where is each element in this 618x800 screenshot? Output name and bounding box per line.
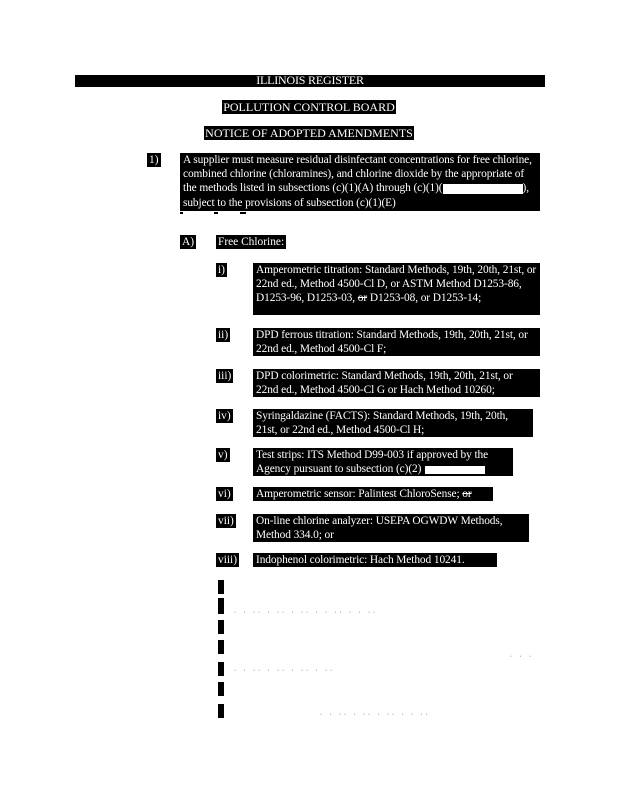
item-label: i) — [218, 264, 225, 276]
scan-artifact — [218, 662, 224, 676]
scan-noise: · · ·· · ·· · ·· · · ·· · · ·· — [234, 610, 378, 616]
subsection-title: Free Chlorine: — [218, 236, 285, 248]
item-label: viii) — [218, 554, 237, 566]
notice-title: NOTICE OF ADOPTED AMENDMENTS — [205, 126, 413, 140]
item-text: Indophenol colorimetric: Hach Method 10241. — [253, 553, 497, 567]
scan-noise: · · ·· · ·· · ·· · · ·· — [320, 712, 431, 718]
item-text: Amperometric sensor: Palintest ChloroSense; or — [253, 487, 493, 501]
scan-artifact — [218, 682, 224, 696]
item-text: On-line chlorine analyzer: USEPA OGWDW Methods, Method 334.0; or — [253, 514, 529, 542]
scan-speck — [180, 212, 183, 214]
board-title: POLLUTION CONTROL BOARD — [223, 100, 395, 114]
item-label: iii) — [218, 370, 232, 382]
scan-noise: · · ·· · ·· · ·· · ·· — [234, 668, 335, 674]
item-text: Amperometric titration: Standard Methods, 19th, 20th, 21st, or 22nd ed., Method 4500-Cl D, or ASTM Method D1253-86, D1253-96, D1253-03, or D1253-08, or D1253-14; — [253, 263, 540, 315]
scan-noise: · · · — [510, 654, 534, 660]
scan-artifact — [218, 620, 224, 634]
item-label: iv) — [218, 410, 231, 422]
item-label: vi) — [218, 488, 231, 500]
scan-artifact — [218, 598, 224, 614]
section-label: 1) — [149, 154, 159, 166]
section-intro: A supplier must measure residual disinfectant concentrations for free chlorine, combined chlorine (chloramines), and chlorine dioxide by the appropriate of the methods listed in subsections (c)(1)(A) through (c)(1)( ), subject to the provisions of subsection (c)(1)(E) — [180, 153, 540, 211]
scan-artifact — [218, 640, 224, 654]
item-text: DPD colorimetric: Standard Methods, 19th, 20th, 21st, or 22nd ed., Method 4500-Cl G or Hach Method 10260; — [253, 369, 540, 397]
item-text: Syringaldazine (FACTS): Standard Methods, 19th, 20th, 21st, or 22nd ed., Method 4500-Cl H; — [253, 409, 533, 437]
subsection-label: A) — [182, 236, 195, 248]
item-text: Test strips: ITS Method D99-003 if approved by the Agency pursuant to subsection (c)(2) — [253, 448, 513, 476]
item-text: DPD ferrous titration: Standard Methods, 19th, 20th, 21st, or 22nd ed., Method 4500-Cl F; — [253, 328, 540, 356]
register-title: ILLINOIS REGISTER — [256, 73, 364, 87]
item-label: ii) — [218, 329, 229, 341]
item-label: vii) — [218, 515, 234, 527]
scan-speck — [240, 212, 246, 214]
scan-speck — [214, 212, 218, 214]
item-label: v) — [218, 449, 228, 461]
scan-artifact — [218, 580, 224, 594]
scan-artifact — [218, 704, 224, 718]
